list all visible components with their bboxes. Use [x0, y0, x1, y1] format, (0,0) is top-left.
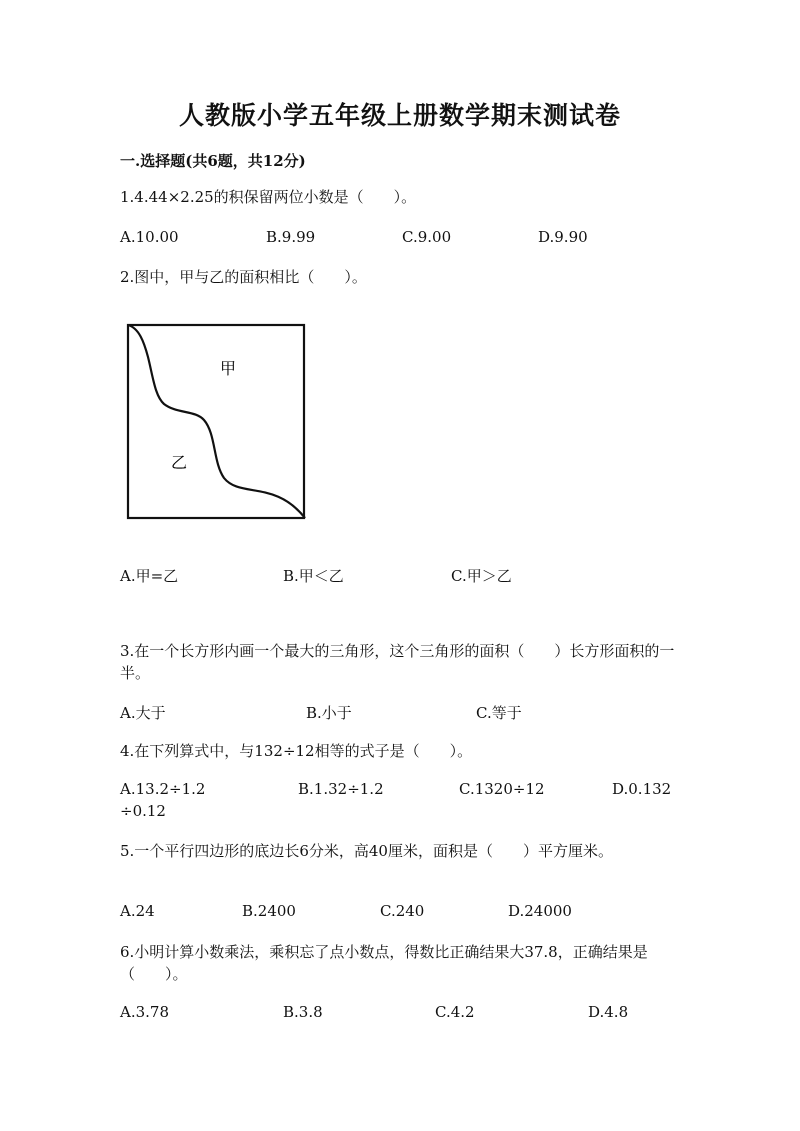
question-4-text: 4.在下列算式中，与132÷12相等的式子是（ ）。: [120, 742, 473, 760]
question-4-option-c[interactable]: C.1320÷12: [459, 780, 545, 798]
figure-label-yi: 乙: [170, 453, 188, 472]
section-heading: 一.选择题(共6题，共12分): [120, 152, 306, 170]
question-3-text: 3.在一个长方形内画一个最大的三角形，这个三角形的面积（ ）长方形面积的一半。: [120, 642, 675, 682]
page-title: 人教版小学五年级上册数学期末测试卷: [178, 101, 621, 130]
question-6-text: 6.小明计算小数乘法，乘积忘了点小数点，得数比正确结果大37.8，正确结果是（ ）。: [120, 943, 648, 983]
question-1-option-b[interactable]: B.9.99: [266, 228, 316, 246]
question-6-option-b[interactable]: B.3.8: [283, 1003, 323, 1021]
question-5-option-c[interactable]: C.240: [380, 902, 425, 920]
question-6-option-d[interactable]: D.4.8: [588, 1003, 629, 1021]
question-3-option-c[interactable]: C.等于: [476, 704, 522, 722]
question-5-option-d[interactable]: D.24000: [508, 902, 572, 920]
question-4-option-a[interactable]: A.13.2÷1.2: [120, 780, 206, 798]
question-1-option-c[interactable]: C.9.00: [402, 228, 452, 246]
question-3-option-b[interactable]: B.小于: [306, 704, 352, 722]
question-1-option-d[interactable]: D.9.90: [538, 228, 588, 246]
question-2-option-a[interactable]: A.甲=乙: [120, 567, 179, 585]
figure-square-outline: [128, 325, 304, 518]
figure-label-jia: 甲: [219, 359, 237, 378]
question-5-text: 5.一个平行四边形的底边长6分米，高40厘米，面积是（ ）平方厘米。: [120, 842, 613, 860]
question-3-option-a[interactable]: A.大于: [120, 704, 166, 722]
question-5-option-a[interactable]: A.24: [120, 902, 155, 920]
area-comparison-figure: [125, 322, 307, 522]
question-1-option-a[interactable]: A.10.00: [120, 228, 179, 246]
question-1-text: 1.4.44×2.25的积保留两位小数是（ ）。: [120, 188, 417, 206]
question-4-option-b[interactable]: B.1.32÷1.2: [298, 780, 384, 798]
question-4-option-d-continued[interactable]: ÷0.12: [120, 802, 166, 820]
question-2-text: 2.图中，甲与乙的面积相比（ ）。: [120, 268, 367, 286]
question-6-option-a[interactable]: A.3.78: [120, 1003, 169, 1021]
question-2-option-c[interactable]: C.甲＞乙: [451, 567, 512, 585]
question-4-option-d[interactable]: D.0.132: [612, 780, 672, 798]
question-2-option-b[interactable]: B.甲＜乙: [283, 567, 344, 585]
question-5-option-b[interactable]: B.2400: [242, 902, 296, 920]
question-6-option-c[interactable]: C.4.2: [435, 1003, 475, 1021]
figure-dividing-curve: [128, 325, 305, 518]
